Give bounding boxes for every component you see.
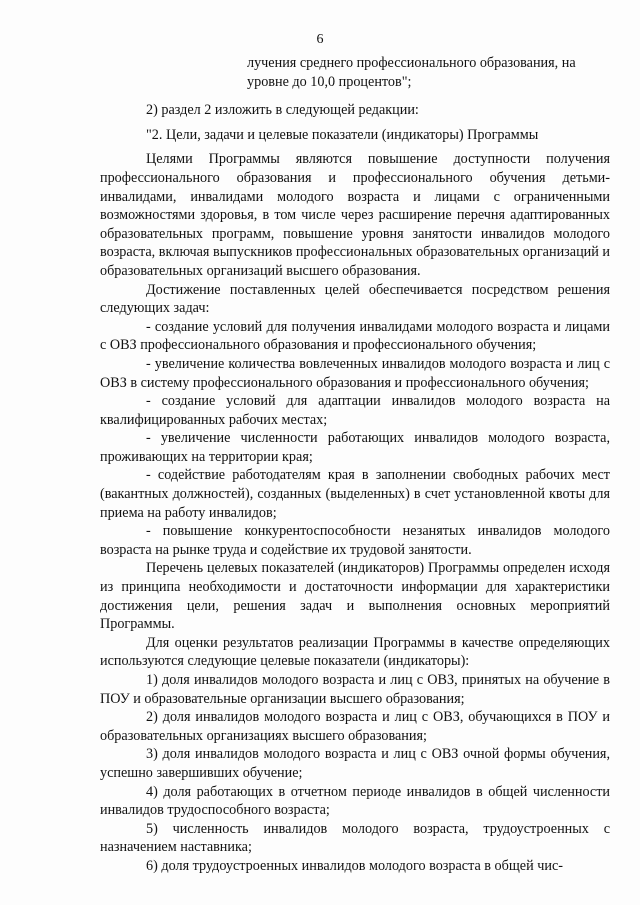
list-item-indicator: 6) доля трудоустроенных инвалидов молодого возраста в общей чис- (146, 857, 563, 874)
document-body (100, 54, 610, 876)
paragraph-goals: Целями Программы являются повышение доступности получения профессионального образования и профессионального обучения детьми-инвалидами, инвалидами молодого возраста и лицами с ограниченными возможностями здоровья, в том числе через расширение перечня адаптированных образовательных программ, повышение уровня занятости инвалидов молодого возраста, включая выпускников профессиональных образовательных организаций и образовательных организаций высшего образования. (100, 151, 610, 279)
list-item-indicator: 2) доля инвалидов молодого возраста и лиц с ОВЗ, обучающихся в ПОУ и образовательных организациях высшего образования; (100, 709, 610, 744)
list-item-task: - увеличение количества вовлеченных инвалидов молодого возраста и лиц с ОВЗ в систему профессионального образования и профессионального обучения; (100, 355, 610, 391)
paragraph-amendment: 2) раздел 2 изложить в следующей редакции: (146, 102, 419, 119)
paragraph-continuation: лучения среднего профессионального образования, на уровне до 10,0 процентов"; (247, 55, 576, 90)
paragraph-indicators-basis: Перечень целевых показателей (индикаторов) Программы определен исходя из принципа необходимости и достаточности информации для характеристики достижения цели, решения задач и выполнения основных мероприятий Программы. (100, 560, 610, 633)
list-item-task: - создание условий для адаптации инвалидов молодого возраста на квалифицированных рабочих местах; (100, 393, 610, 428)
list-item-task: - повышение конкурентоспособности незанятых инвалидов молодого возраста на рынке труда и содействие их трудовой занятости. (100, 523, 610, 558)
list-item-indicator: 5) численность инвалидов молодого возраста, трудоустроенных с назначением наставника; (100, 820, 610, 856)
list-item-indicator: 3) доля инвалидов молодого возраста и лиц с ОВЗ очной формы обучения, успешно завершивших обучение; (100, 746, 610, 781)
page-number: 6 (316, 32, 324, 47)
list-item-task: - увеличение численности работающих инвалидов молодого возраста, проживающих на территории края; (100, 430, 610, 465)
section-heading: "2. Цели, задачи и целевые показатели (индикаторы) Программы (146, 126, 539, 143)
paragraph-indicators-intro: Для оценки результатов реализации Программы в качестве определяющих используются следующие целевые показатели (индикаторы): (100, 634, 610, 670)
list-item-task: - создание условий для получения инвалидами молодого возраста и лицами с ОВЗ профессионального образования и профессионального обучения; (100, 318, 610, 354)
list-item-task: - содействие работодателям края в заполнении свободных рабочих мест (вакантных должностей), созданных (выделенных) в счет установленной квоты для приема на работу инвалидов; (100, 467, 610, 521)
list-item-indicator: 1) доля инвалидов молодого возраста и лиц с ОВЗ, принятых на обучение в ПОУ и образовательные организации высшего образования; (100, 672, 610, 707)
paragraph-tasks-intro: Достижение поставленных целей обеспечивается посредством решения следующих задач: (100, 281, 610, 317)
list-item-indicator: 4) доля работающих в отчетном периоде инвалидов в общей численности инвалидов трудоспособного возраста; (100, 783, 610, 819)
